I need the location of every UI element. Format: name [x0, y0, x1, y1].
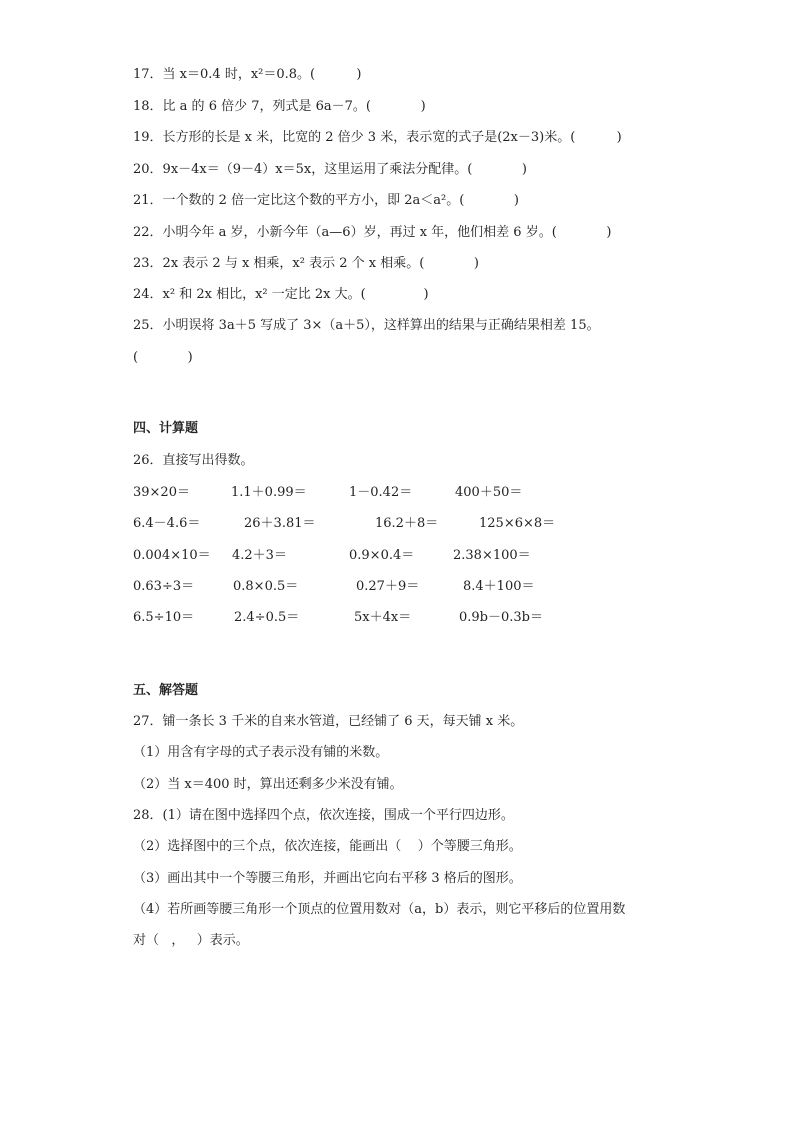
- calc-item: 8.4＋100＝: [463, 579, 535, 594]
- calc-item: 2.4÷0.5＝: [234, 610, 300, 625]
- calc-item: 6.4－4.6＝: [133, 516, 201, 531]
- calc-item: 0.004×10＝: [133, 548, 211, 563]
- question-28-part-4: （4）若所画等腰三角形一个顶点的位置用数对（a，b）表示，则它平移后的位置用数: [133, 902, 626, 917]
- question-20: 20．9x－4x＝（9－4）x＝5x，这里运用了乘法分配律。( ): [133, 162, 527, 177]
- question-17: 17．当 x＝0.4 时，x²＝0.8。( ): [133, 67, 362, 82]
- calc-item: 4.2＋3＝: [232, 548, 287, 563]
- question-28: 28．(1）请在图中选择四个点，依次连接，围成一个平行四边形。: [133, 808, 514, 823]
- calc-item: 0.63÷3＝: [133, 579, 195, 594]
- question-22: 22．小明今年 a 岁，小新今年（a—6）岁，再过 x 年，他们相差 6 岁。( ): [133, 225, 612, 240]
- calc-item: 1.1＋0.99＝: [231, 485, 307, 500]
- question-27: 27．铺一条长 3 千米的自来水管道，已经铺了 6 天，每天铺 x 米。: [133, 714, 524, 729]
- calc-item: 0.27＋9＝: [356, 579, 420, 594]
- question-23: 23．2x 表示 2 与 x 相乘，x² 表示 2 个 x 相乘。( ): [133, 256, 479, 271]
- question-19: 19．长方形的长是 x 米，比宽的 2 倍少 3 米，表示宽的式子是(2x－3)米。( ): [133, 130, 622, 145]
- question-21: 21．一个数的 2 倍一定比这个数的平方小，即 2a＜a²。( ): [133, 193, 519, 208]
- calc-item: 26＋3.81＝: [244, 516, 316, 531]
- question-24: 24．x² 和 2x 相比，x² 一定比 2x 大。( ): [133, 287, 429, 302]
- question-25: 25．小明误将 3a＋5 写成了 3×（a＋5），这样算出的结果与正确结果相差 15。: [133, 318, 600, 333]
- calc-item: 39×20＝: [133, 485, 190, 500]
- question-27-part-2: （2）当 x＝400 时，算出还剩多少米没有铺。: [133, 777, 403, 792]
- question-18: 18．比 a 的 6 倍少 7，列式是 6a－7。( ): [133, 99, 426, 114]
- section-4-title: 四、计算题: [133, 421, 199, 436]
- calc-item: 1－0.42＝: [349, 485, 413, 500]
- question-28-part-2: （2）选择图中的三个点，依次连接，能画出（ ）个等腰三角形。: [133, 839, 522, 854]
- calc-item: 125×6×8＝: [479, 516, 556, 531]
- calc-item: 0.8×0.5＝: [233, 579, 299, 594]
- question-25-answer-blank: ( ): [133, 350, 193, 365]
- calc-item: 16.2＋8＝: [375, 516, 439, 531]
- question-26: 26．直接写出得数。: [133, 453, 254, 468]
- section-5-title: 五、解答题: [133, 683, 199, 698]
- calc-item: 6.5÷10＝: [133, 610, 195, 625]
- question-27-part-1: （1）用含有字母的式子表示没有铺的米数。: [133, 745, 389, 760]
- question-28-part-3: （3）画出其中一个等腰三角形，并画出它向右平移 3 格后的图形。: [133, 871, 522, 886]
- calc-item: 0.9×0.4＝: [349, 548, 415, 563]
- calc-item: 0.9b－0.3b＝: [459, 610, 543, 625]
- calc-item: 400＋50＝: [455, 485, 523, 500]
- question-28-part-4-cont: 对（ ， ）表示。: [133, 933, 249, 948]
- calc-item: 2.38×100＝: [453, 548, 531, 563]
- calc-item: 5x＋4x＝: [354, 610, 412, 625]
